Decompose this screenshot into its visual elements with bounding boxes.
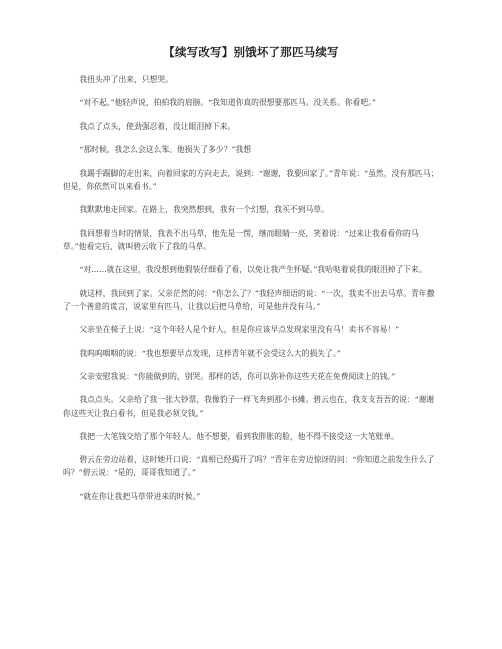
paragraph: 碧云在旁边站着，这时她开口说：“真相已经揭开了吗？”青年在旁边惊讶的问：“你知道之前发生什么了吗？”碧云说：“是的，哥哥我知道了。” [63,455,435,478]
paragraph: 我扭头冲了出来，只想哭。 [79,75,173,84]
paragraph: 就这样，我回到了家。父亲茫然的问：“你怎么了？”我轻声细语的说：“一次，我卖不出去马草。青年撒了一个善意的谎言，说家里有匹马，让我以后把马草给，可是他并没有马。” [63,288,435,311]
document-body [63,73,439,513]
paragraph: 我呜呜咽咽的说：“我也想要早点发现，这样青年就不会受这么大的损失了。” [79,348,341,358]
paragraph: 父亲坐在椅子上说：“这个年轻人是个好人，但是你应该早点发现家里没有马！卖书不容易！” [79,325,400,335]
paragraph: 我踢手踢脚的走出来，向着回家的方向走去，说到：“谢谢，我要回家了。”青年说：“虽然，没有那匹马；但是，你依然可以来看书。” [63,168,439,191]
paragraph: 我点了点头，使劲强忍着，没让眼泪掉下来。 [79,121,236,131]
paragraph: 我把一大笔钱交给了那个年轻人。他不想要，看到我胖胀的脸，他不得不接受这一大笔账单。 [79,431,400,441]
document-title: 【续写改写】别饿坏了那匹马续写 [163,45,339,59]
paragraph: “那时候，我怎么会这么笨。他损失了多少？”我想 [79,145,252,155]
paragraph: 我默默地走回家。在路上，我突然想到，我有一个幻想，我买不到马草。 [79,205,329,215]
paragraph: 父亲安慰我说：“你能做到的，别哭。那样的话，你可以弥补你这些天花在免费阅读上的钱。” [79,371,396,381]
paragraph: “对……就在这里，我没想到他假装仔细看了看，以免让我产生怀疑。”我哈哒着说我的眼泪掉了下来。 [79,265,427,275]
paragraph: “对不起，”他轻声说，拍拍我的肩膀。“我知道你真的很想要那匹马。没关系。你看吧。” [79,98,376,108]
paragraph: “就在你让我把马草带进来的时候。” [79,491,201,501]
paragraph: 我点点头。父亲给了我一张大钞票，我像豹子一样飞奔到那小书摊。碧云也在，我支支吾吾的说：“谢谢你这些天让我白看书，但是我必须交钱。” [63,395,435,418]
paragraph: 我回想着当时的情景，我表不出马草，他先是一愣，继而眼睛一亮，笑着说：“过来让我看看你的马草。”他看完后，就叫碧云收下了我的马草。 [63,228,419,251]
